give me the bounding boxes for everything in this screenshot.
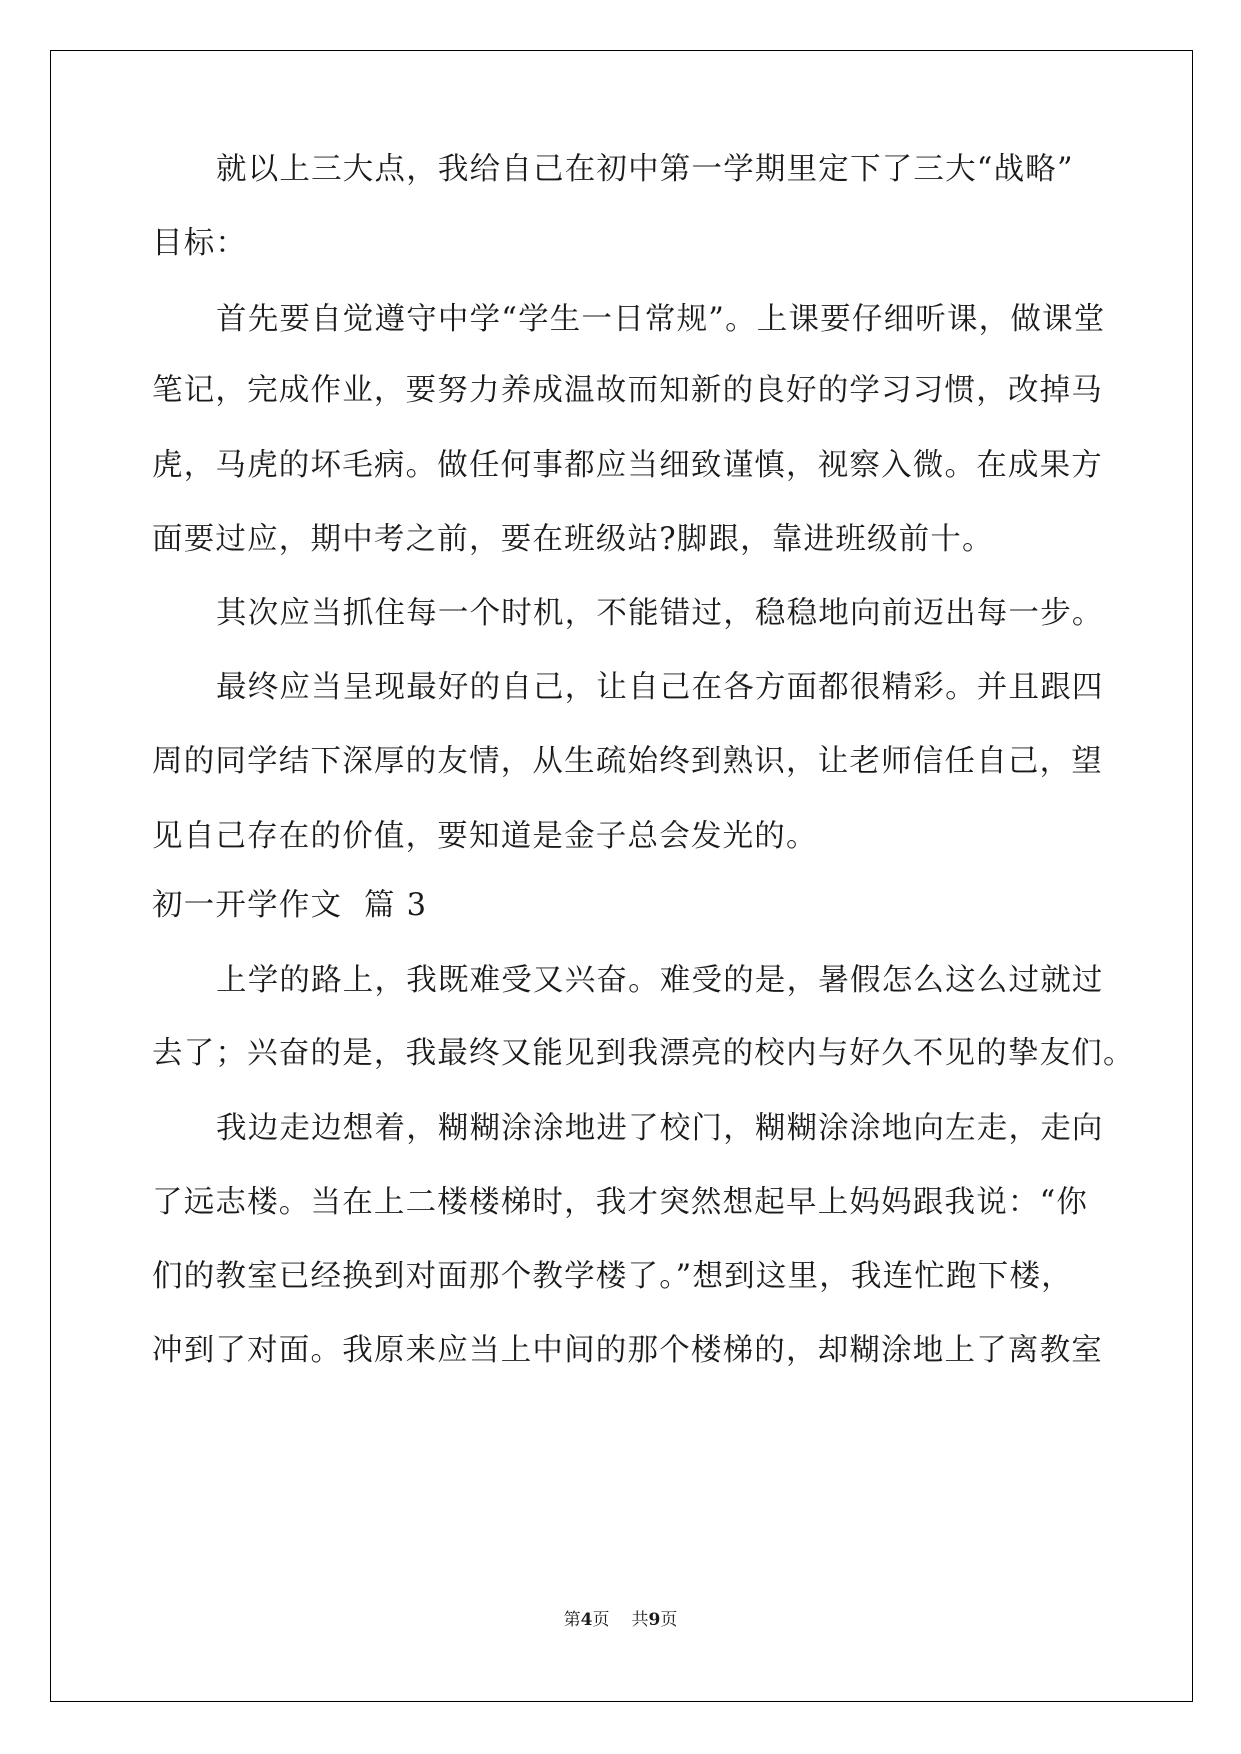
text-line: 笔记，完成作业，要努力养成温故而知新的良好的学习习惯，改掉马 xyxy=(152,373,1103,408)
text-line: 面要过应，期中考之前，要在班级站?脚跟，靠进班级前十。 xyxy=(152,522,994,557)
text-line: 目标： xyxy=(152,226,248,261)
page-border xyxy=(50,50,1193,1702)
text-line: 冲到了对面。我原来应当上中间的那个楼梯的，却糊涂地上了离教室 xyxy=(152,1333,1103,1368)
footer-total-pages: 9 xyxy=(648,1610,661,1630)
text-line: 就以上三大点，我给自己在初中第一学期里定下了三大“战略” xyxy=(216,152,1074,187)
footer-page-suffix: 页 xyxy=(592,1610,610,1630)
footer-total-prefix: 共 xyxy=(631,1610,649,1630)
text-line: 最终应当呈现最好的自己，让自己在各方面都很精彩。并且跟四 xyxy=(216,670,1104,705)
text-line: 了远志楼。当在上二楼楼梯时，我才突然想起早上妈妈跟我说：“你 xyxy=(152,1185,1089,1220)
page-footer xyxy=(0,1608,1241,1632)
text-line: 虎，马虎的坏毛病。做任何事都应当细致谨慎，视察入微。在成果方 xyxy=(152,448,1103,483)
footer-total-suffix: 页 xyxy=(660,1610,678,1630)
text-line: 去了；兴奋的是，我最终又能见到我漂亮的校内与好久不见的挚友们。 xyxy=(152,1036,1135,1071)
text-line: 我边走边想着，糊糊涂涂地进了校门，糊糊涂涂地向左走，走向 xyxy=(216,1111,1104,1146)
text-line: 其次应当抓住每一个时机，不能错过，稳稳地向前迈出每一步。 xyxy=(216,596,1104,631)
footer-page-number: 4 xyxy=(580,1610,593,1630)
text-line: 周的同学结下深厚的友情，从生疏始终到熟识，让老师信任自己，望 xyxy=(152,744,1103,779)
section-heading: 初一开学作文 篇 3 xyxy=(152,888,428,923)
footer-prefix: 第 xyxy=(563,1610,581,1630)
text-line: 上学的路上，我既难受又兴奋。难受的是，暑假怎么这么过就过 xyxy=(216,963,1104,998)
text-line: 见自己存在的价值，要知道是金子总会发光的。 xyxy=(152,819,818,854)
text-line: 首先要自觉遵守中学“学生一日常规”。上课要仔细听课，做课堂 xyxy=(216,302,1106,337)
text-line: 们的教室已经换到对面那个教学楼了。”想到这里，我连忙跑下楼， xyxy=(152,1259,1073,1294)
